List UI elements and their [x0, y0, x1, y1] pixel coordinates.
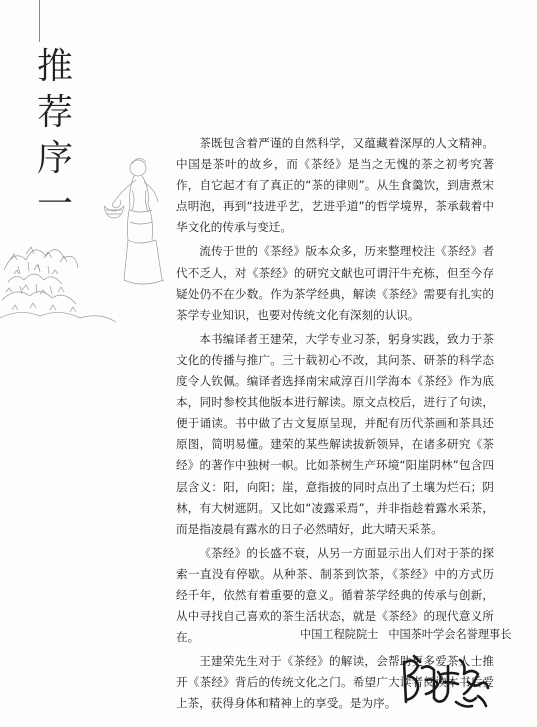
- title-char: 序: [36, 138, 73, 179]
- author-title-society: 中国茶叶学会名誉理事长: [388, 628, 512, 641]
- handwritten-signature-image: [398, 652, 493, 712]
- author-titles: [300, 626, 511, 642]
- paragraph: 流传于世的《茶经》版本众多，历来整理校注《茶经》者代不乏人，对《茶经》的研究文献也可谓汗牛充栋，但至今存疑处仍不在少数。作为茶学经典，解读《茶经》需要有扎实的茶学专业知识，也要对传统文化有深刻的认识。: [176, 244, 494, 322]
- paragraph: 《茶经》的长盛不衰，从另一方面显示出人们对于茶的探索一直没有停歇。从种茶、制茶到饮茶，《茶经》中的方式历经千年，依然有着重要的意义。循着茶学经典的传承与创新，从中寻找自己喜欢的茶生活状态，就是《茶经》的现代意义所在。: [176, 545, 494, 645]
- tea-garden-sketch-illustration: [0, 150, 170, 340]
- title-rule: [39, 0, 40, 42]
- paragraph: 王建荣先生对于《茶经》的解读，会帮助更多爱茶人士推开《茶经》背后的传统文化之门。希望广大读者阅读本书后爱上茶，获得身体和精神上的享受。是为序。: [176, 654, 494, 711]
- title-char: 一: [36, 184, 73, 225]
- title-char: 推: [36, 46, 73, 87]
- paragraph: 本书编译者王建荣，大学专业习茶，躬身实践，致力于茶文化的传播与推广。三十载初心不改，其问茶、研茶的科学态度令人钦佩。编译者选择南宋咸淳百川学海本《茶经》作为底本，同时参校其他版本进行解读。原文点校后，进行了句读，便于诵读。书中做了古文复原呈现，并配有历代茶画和茶具还原图，简明易懂。建荣的某些解读拔新领异，在诸多研究《茶经》的著作中独树一帜。比如茶树生产环境“阳崖阴林”包含四层含义：阳，向阳；崖，意指披的同时点出了土壤为烂石；阴林，有大树遮阴。又比如“凌露采焉”，并非指趁着露水采茶，而是指凌晨有露水的日子必然晴好，此大晴天采茶。: [176, 331, 494, 536]
- paragraph: 茶既包含着严谨的自然科学，又蕴藏着深厚的人文精神。中国是茶叶的故乡，而《茶经》是当之无愧的茶之初考究著作，自它起才有了真正的“茶的律则”。从生食羹饮，到唐煮宋点明泡，再到“技进乎艺，艺进乎道”的哲学境界，茶承载着中华文化的传承与变迁。: [176, 136, 494, 235]
- title-char: 荐: [36, 92, 73, 133]
- author-title-academician: 中国工程院院士: [300, 628, 379, 641]
